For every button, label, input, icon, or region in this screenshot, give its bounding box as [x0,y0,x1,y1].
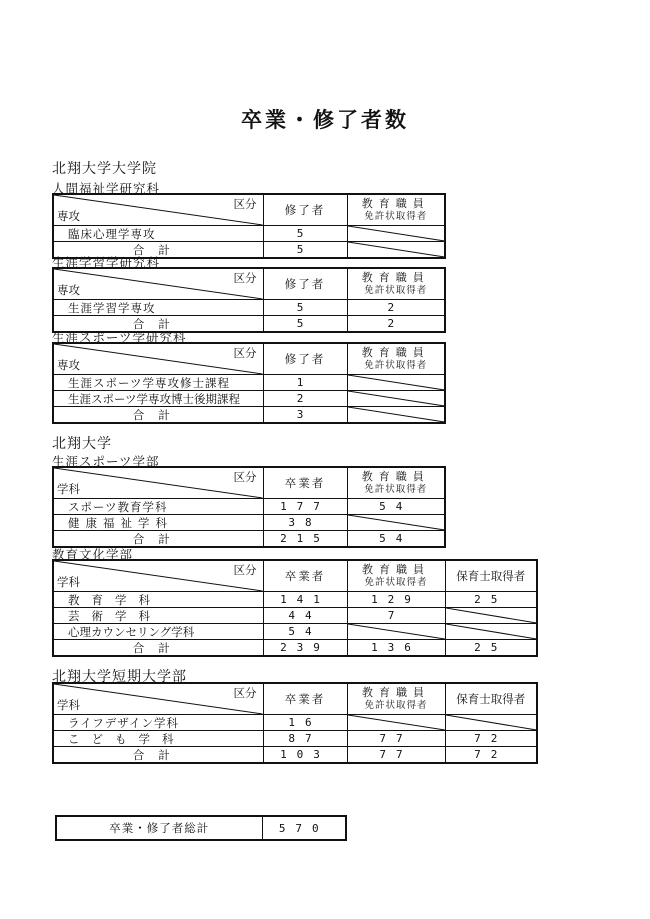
header-nursery: 保育士取得者 [445,683,537,715]
table-row: 生涯スポーツ学専攻博士後期課程 2 [53,391,445,407]
table-row: 心理カウンセリング学科 54 [53,624,537,640]
total-row: 合計 239 136 25 [53,640,537,657]
header-kubun: 区分 [233,563,257,577]
table-row: 臨床心理学専攻 5 [53,226,445,242]
empty-cell [347,226,445,242]
header-row-label: 学科 [57,575,80,589]
header-count: 修了者 [263,343,347,375]
header-count: 卒業者 [263,683,347,715]
empty-cell [347,391,445,407]
empty-cell [347,624,445,640]
empty-cell [445,624,537,640]
table-row: ライフデザイン学科 16 [53,715,537,731]
table-row: スポーツ教育学科 177 54 [53,499,445,515]
empty-cell [347,375,445,391]
header-count: 修了者 [263,194,347,226]
header-row-label: 学科 [57,698,80,712]
header-kubun: 区分 [233,686,257,700]
header-license: 教育職員 免許状取得者 [347,268,445,300]
table-lifelong-learning [52,267,446,333]
empty-cell [445,715,537,731]
total-row: 合計 5 2 [53,316,445,333]
header-row-label: 専攻 [57,283,80,297]
header-category-cell [53,268,263,300]
header-license: 教育職員 免許状取得者 [347,467,445,499]
header-category-cell [53,560,263,592]
header-category-cell [53,343,263,375]
table-education-culture [52,559,538,657]
header-kubun: 区分 [233,470,257,484]
header-row-label: 専攻 [57,358,80,372]
header-category-cell [53,467,263,499]
header-category-cell [53,194,263,226]
header-license: 教育職員 免許状取得者 [347,194,445,226]
table-row: 生涯学習学専攻 5 2 [53,300,445,316]
header-license: 教育職員 免許状取得者 [347,683,445,715]
grand-total-value: 570 [262,816,346,840]
table-row: 生涯スポーツ学専攻修士課程 1 [53,375,445,391]
table-human-welfare [52,193,446,259]
total-row: 合計 3 [53,407,445,424]
table-junior-college [52,682,538,764]
empty-cell [347,407,445,424]
header-row-label: 学科 [57,482,80,496]
table-row: 健康福祉学科 38 [53,515,445,531]
table-row: 芸術学科 44 7 [53,608,537,624]
header-count: 卒業者 [263,560,347,592]
grand-total-label: 卒業・修了者総計 [56,816,262,840]
header-kubun: 区分 [233,271,257,285]
grad-school-heading: 北翔大学大学院 [52,161,157,177]
section-name: 人間福祉学研究科 [52,181,161,196]
university-heading: 北翔大学 [52,436,112,452]
table-row: 教育学科 141 129 25 [53,592,537,608]
section-name: 生涯スポーツ学部 [52,454,160,469]
table-row: こども学科 87 77 72 [53,731,537,747]
section-name: 生涯スポーツ学研究科 [52,330,187,345]
total-row: 合計 5 [53,242,445,259]
junior-college-heading: 北翔大学短期大学部 [52,669,187,685]
page-title: 卒業・修了者数 [241,107,409,132]
empty-cell [445,608,537,624]
total-row: 合計 215 54 [53,531,445,548]
header-license: 教育職員 免許状取得者 [347,343,445,375]
header-kubun: 区分 [233,197,257,211]
header-row-label: 専攻 [57,209,80,223]
section-name: 生涯学習学研究科 [52,255,161,270]
header-category-cell [53,683,263,715]
table-lifelong-sports-faculty [52,466,446,548]
empty-cell [347,242,445,259]
header-nursery: 保育士取得者 [445,560,537,592]
empty-cell [347,715,445,731]
header-count: 修了者 [263,268,347,300]
section-name: 教育文化学部 [52,547,134,562]
header-count: 卒業者 [263,467,347,499]
total-row: 合計 103 77 72 [53,747,537,764]
table-lifelong-sports-grad [52,342,446,424]
grand-total-table [55,815,347,841]
empty-cell [347,515,445,531]
header-kubun: 区分 [233,346,257,360]
header-license: 教育職員 免許状取得者 [347,560,445,592]
